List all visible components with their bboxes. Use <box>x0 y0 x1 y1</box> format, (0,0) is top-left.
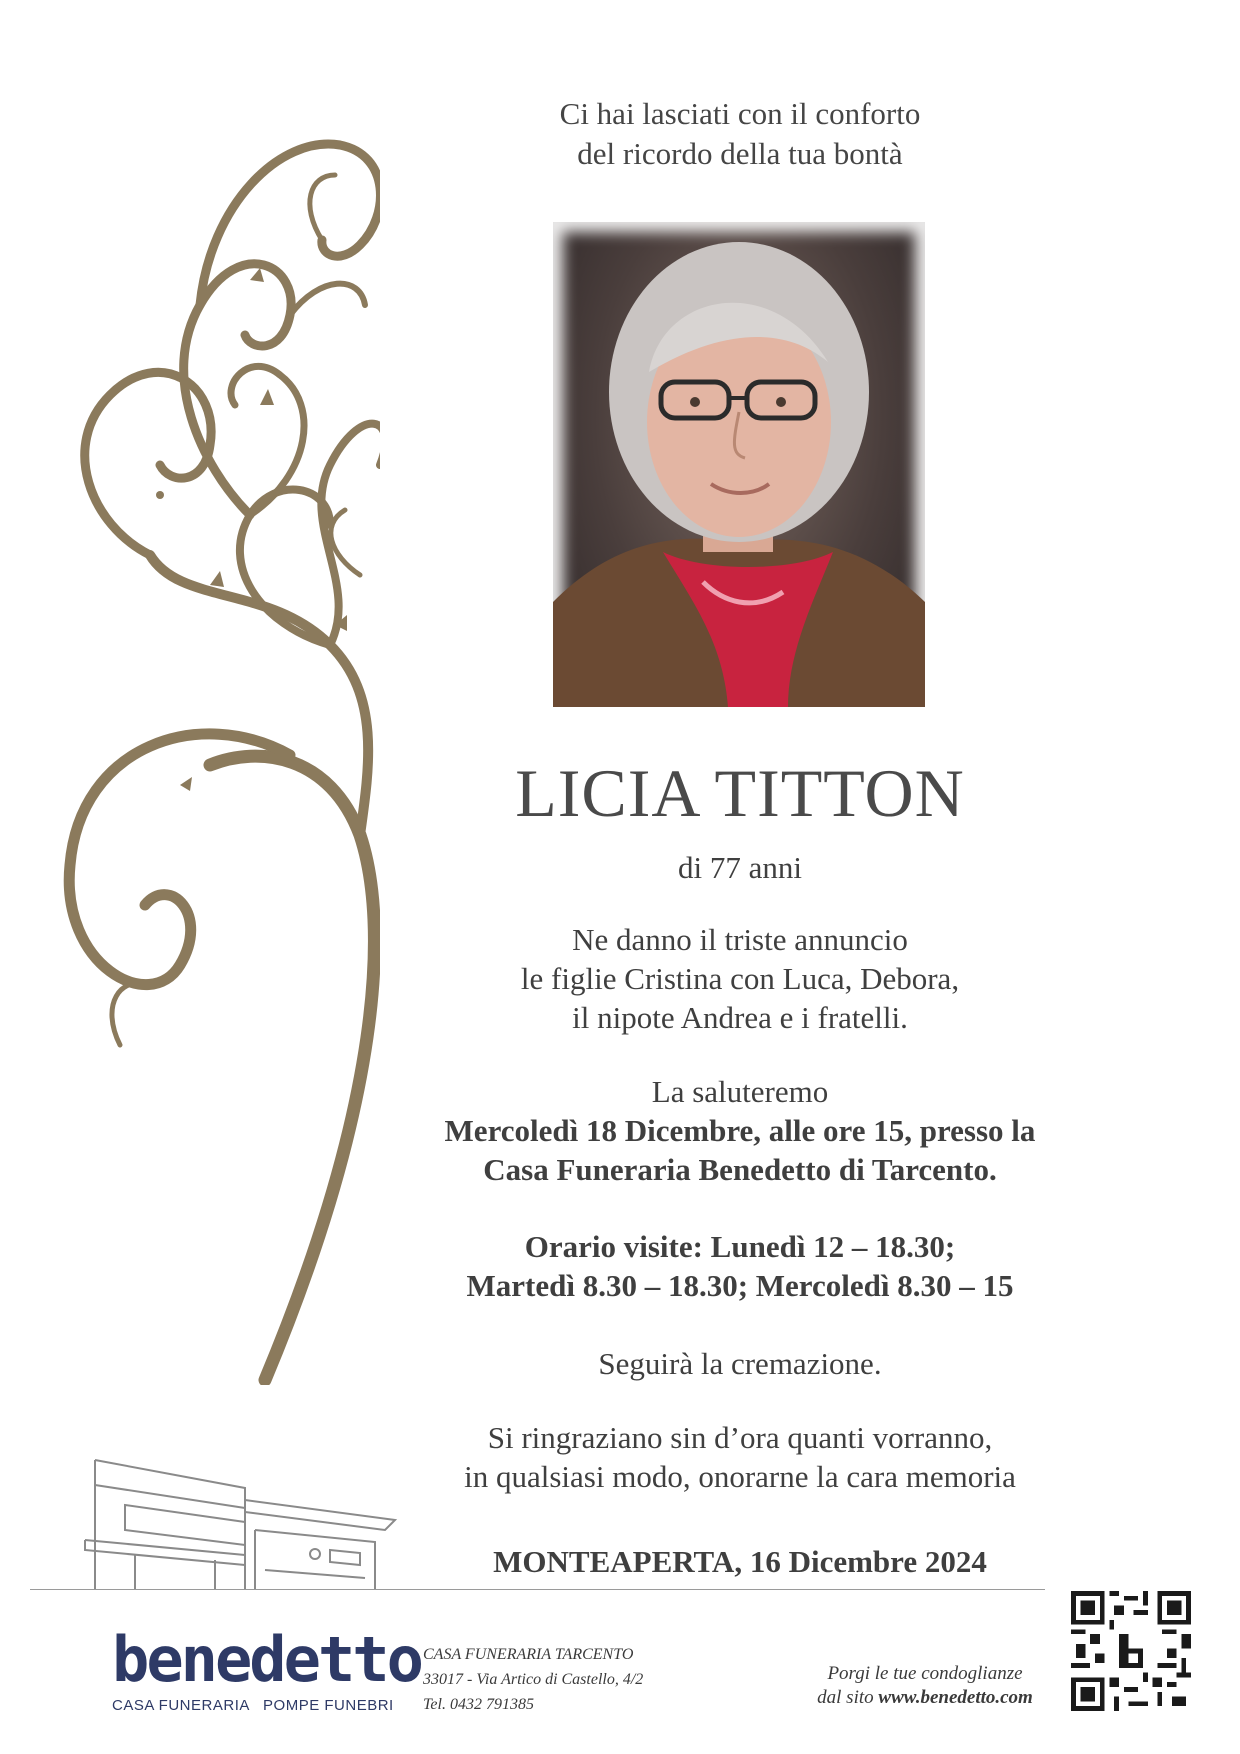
deceased-name: LICIA TITTON <box>515 755 965 831</box>
portrait-illustration <box>553 222 925 707</box>
farewell-intro: La saluteremo <box>651 1074 829 1109</box>
memorial-verse <box>380 94 1100 174</box>
footer-divider <box>30 1589 1045 1590</box>
condolences-prefix: dal sito <box>817 1687 879 1708</box>
visiting-hours-line: Martedì 8.30 – 18.30; Mercoledì 8.30 – 15 <box>466 1268 1014 1303</box>
farewell-detail: Mercoledì 18 Dicembre, alle ore 15, presso la <box>444 1113 1036 1148</box>
brand-tagline: CASA FUNERARIA POMPE FUNEBRI <box>112 1697 394 1714</box>
qr-code-icon[interactable] <box>1071 1591 1191 1711</box>
deceased-age: di 77 anni <box>678 850 802 885</box>
condolences-note <box>790 1662 1060 1710</box>
website-link[interactable]: www.benedetto.com <box>878 1687 1033 1708</box>
address-line: 33017 - Via Artico di Castello, 4/2 <box>423 1671 644 1688</box>
building-sketch-icon <box>30 1450 410 1600</box>
verse-line: del ricordo della tua bontà <box>577 136 903 171</box>
place-date: MONTEAPERTA, 16 Dicembre 2024 <box>493 1544 987 1579</box>
announcement-text <box>380 920 1100 1037</box>
farewell-text <box>380 1072 1100 1189</box>
farewell-detail: Casa Funeraria Benedetto di Tarcento. <box>483 1152 997 1187</box>
announcement-line: il nipote Andrea e i fratelli. <box>572 1000 908 1035</box>
thanks-text <box>380 1418 1100 1496</box>
verse-line: Ci hai lasciati con il conforto <box>559 96 921 131</box>
condolences-line <box>790 1686 1060 1710</box>
thanks-line: Si ringraziano sin d’ora quanti vorranno, <box>487 1420 993 1455</box>
portrait-photo <box>553 222 925 707</box>
thanks-line: in qualsiasi modo, onorarne la cara memoria <box>464 1459 1016 1494</box>
announcement-line: le figlie Cristina con Luca, Debora, <box>520 961 960 996</box>
tree-ornament-icon <box>60 105 380 1385</box>
announcement-line: Ne danno il triste annuncio <box>572 922 908 957</box>
brand-logo: benedetto <box>112 1623 421 1696</box>
visiting-hours-line: Orario visite: Lunedì 12 – 18.30; <box>524 1229 956 1264</box>
address-line: CASA FUNERARIA TARCENTO <box>423 1646 634 1663</box>
funeral-home-address <box>423 1642 643 1717</box>
condolences-line: Porgi le tue condoglianze <box>827 1663 1023 1684</box>
cremation-note: Seguirà la cremazione. <box>598 1346 882 1381</box>
visiting-hours <box>380 1227 1100 1305</box>
address-line: Tel. 0432 791385 <box>423 1696 534 1713</box>
